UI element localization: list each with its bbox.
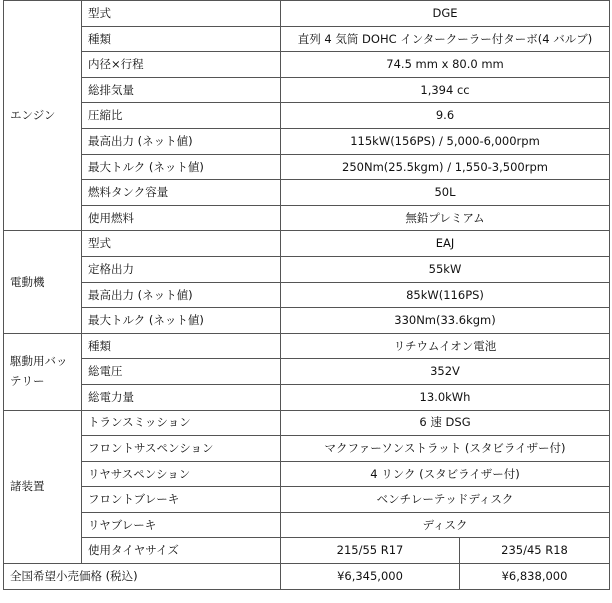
item-value: 115kW(156PS) / 5,000-6,000rpm xyxy=(281,128,610,154)
item-label: リヤサスペンション xyxy=(82,461,281,487)
item-label: 使用燃料 xyxy=(82,205,281,231)
price-value-2: ¥6,838,000 xyxy=(460,564,610,590)
table-row xyxy=(4,512,610,538)
table-row xyxy=(4,231,610,257)
item-label: 最大トルク (ネット値) xyxy=(82,308,281,334)
item-label: 最高出力 (ネット値) xyxy=(82,282,281,308)
item-label: 圧縮比 xyxy=(82,103,281,129)
table-row xyxy=(4,26,610,52)
item-value: 直列 4 気筒 DOHC インタークーラー付ターボ(4 バルブ) xyxy=(281,26,610,52)
item-label: フロントサスペンション xyxy=(82,436,281,462)
item-value: EAJ xyxy=(281,231,610,257)
item-label: 使用タイヤサイズ xyxy=(82,538,281,564)
table-row xyxy=(4,538,610,564)
item-value: リチウムイオン電池 xyxy=(281,333,610,359)
table-row xyxy=(4,564,610,590)
item-value: マクファーソンストラット (スタビライザー付) xyxy=(281,436,610,462)
item-value: 352V xyxy=(281,359,610,385)
item-label: 種類 xyxy=(82,333,281,359)
table-row xyxy=(4,461,610,487)
tire-size-18: 235/45 R18 xyxy=(460,538,610,564)
table-row xyxy=(4,282,610,308)
table-row xyxy=(4,128,610,154)
item-label: 最高出力 (ネット値) xyxy=(82,128,281,154)
item-label: 総電力量 xyxy=(82,384,281,410)
tire-size-17: 215/55 R17 xyxy=(281,538,460,564)
item-value: 74.5 mm x 80.0 mm xyxy=(281,52,610,78)
table-row xyxy=(4,436,610,462)
item-label: リヤブレーキ xyxy=(82,512,281,538)
table-row xyxy=(4,180,610,206)
item-label: 内径×行程 xyxy=(82,52,281,78)
table-row xyxy=(4,205,610,231)
price-value-1: ¥6,345,000 xyxy=(281,564,460,590)
item-value: 13.0kWh xyxy=(281,384,610,410)
spec-table xyxy=(3,0,610,590)
item-label: 定格出力 xyxy=(82,256,281,282)
table-row xyxy=(4,308,610,334)
category-equipment: 諸装置 xyxy=(4,410,82,564)
table-row xyxy=(4,103,610,129)
item-value: 無鉛プレミアム xyxy=(281,205,610,231)
table-row xyxy=(4,384,610,410)
category-engine: エンジン xyxy=(4,1,82,231)
item-value: 6 速 DSG xyxy=(281,410,610,436)
item-value: 4 リンク (スタビライザー付) xyxy=(281,461,610,487)
item-label: トランスミッション xyxy=(82,410,281,436)
category-motor: 電動機 xyxy=(4,231,82,333)
item-value: ディスク xyxy=(281,512,610,538)
price-label: 全国希望小売価格 (税込) xyxy=(4,564,281,590)
table-row xyxy=(4,154,610,180)
table-row xyxy=(4,77,610,103)
table-row xyxy=(4,359,610,385)
item-label: 総排気量 xyxy=(82,77,281,103)
item-label: 最大トルク (ネット値) xyxy=(82,154,281,180)
item-label: 型式 xyxy=(82,1,281,27)
table-row xyxy=(4,256,610,282)
item-value: 55kW xyxy=(281,256,610,282)
item-label: 燃料タンク容量 xyxy=(82,180,281,206)
table-row xyxy=(4,410,610,436)
category-battery: 駆動用バッテリー xyxy=(4,333,82,410)
table-row xyxy=(4,487,610,513)
item-value: 85kW(116PS) xyxy=(281,282,610,308)
item-value: 50L xyxy=(281,180,610,206)
table-row xyxy=(4,333,610,359)
item-label: フロントブレーキ xyxy=(82,487,281,513)
item-value: 250Nm(25.5kgm) / 1,550-3,500rpm xyxy=(281,154,610,180)
table-row xyxy=(4,1,610,27)
item-value: ベンチレーテッドディスク xyxy=(281,487,610,513)
item-label: 型式 xyxy=(82,231,281,257)
item-value: 1,394 cc xyxy=(281,77,610,103)
item-value: 9.6 xyxy=(281,103,610,129)
table-row xyxy=(4,52,610,78)
item-label: 種類 xyxy=(82,26,281,52)
item-value: DGE xyxy=(281,1,610,27)
item-value: 330Nm(33.6kgm) xyxy=(281,308,610,334)
item-label: 総電圧 xyxy=(82,359,281,385)
